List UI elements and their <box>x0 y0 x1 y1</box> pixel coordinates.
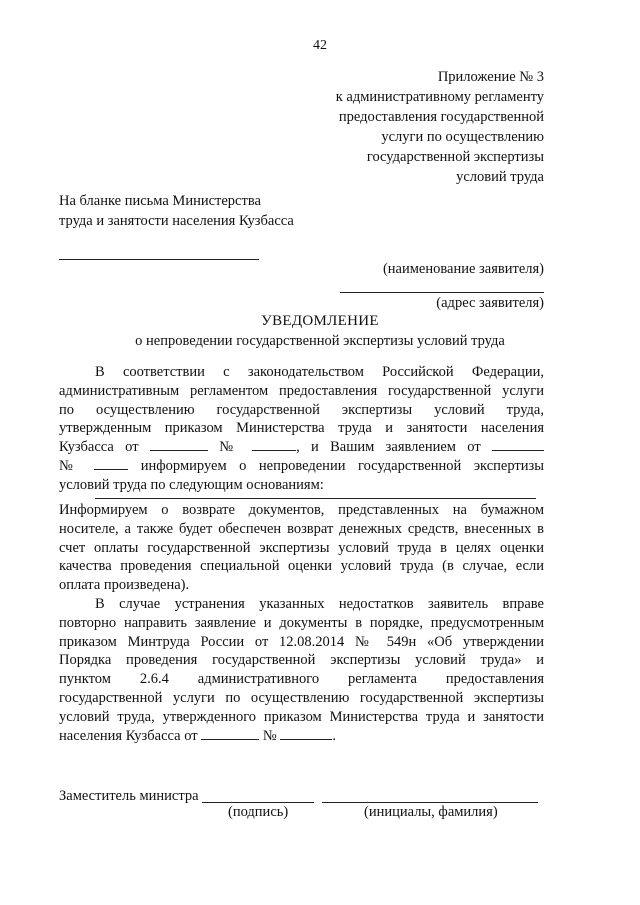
signature-line <box>202 802 314 803</box>
regulation-number-blank <box>280 727 332 740</box>
paragraph-3 <box>59 595 544 745</box>
appendix-line: услуги по осуществлению <box>381 129 544 145</box>
text-line: утвержденным приказом Министерства труда и занятости населения <box>59 420 544 437</box>
text-line: Кузбасса от № , и Вашим заявлением от <box>59 438 544 457</box>
text-line: по осуществлению государственной экспертизы условий труда, <box>59 401 544 418</box>
text-line: В соответствии с законодательством Российской Федерации, <box>95 364 544 380</box>
letterhead-note <box>59 191 294 231</box>
applicant-address-line <box>340 292 544 293</box>
paragraph-1 <box>59 363 544 495</box>
text-line: Информируем о возврате документов, представленных на бумажном <box>59 502 544 518</box>
text-line: В случае устранения указанных недостатков заявитель вправе <box>95 596 544 612</box>
document-subtitle: о непроведении государственной экспертизы условий труда <box>135 333 505 349</box>
date-blank <box>150 438 208 451</box>
text-line: оплата произведена). <box>59 577 190 594</box>
applicant-address-label: (адрес заявителя) <box>436 295 544 311</box>
text-line: административным регламентом предоставления государственной услуги <box>59 382 544 399</box>
appendix-line: Приложение № 3 <box>437 69 544 85</box>
registration-line <box>59 259 259 260</box>
text-line: носителе, а также будет обеспечен возврат денежных средств, внесенных в <box>59 520 544 537</box>
grounds-line <box>95 498 536 499</box>
text-line: счет оплаты государственной экспертизы условий труда в целях оценки <box>59 539 544 556</box>
text-line: условий труда по следующим основаниям: <box>59 476 324 493</box>
letterhead-line: труда и занятости населения Кузбасса <box>59 213 294 229</box>
name-line <box>322 802 538 803</box>
text-line: качества проведения специальной оценки условий труда (в случае, если <box>59 558 544 575</box>
appendix-line: условий труда <box>456 169 544 185</box>
text-line: пунктом 2.6.4 административного регламента предоставления <box>59 671 544 688</box>
text-line: государственной услуги по осуществлению государственной экспертизы <box>59 689 544 706</box>
text-line: населения Кузбасса от № . <box>59 727 336 744</box>
text-line: № информируем о непроведении государственной экспертизы <box>59 457 544 474</box>
signature-label: (подпись) <box>228 804 289 820</box>
name-label: (инициалы, фамилия) <box>364 804 498 820</box>
letterhead-line: На бланке письма Министерства <box>59 193 261 209</box>
text-line: Порядка проведения государственной экспертизы условий труда» и <box>59 652 544 669</box>
application-date-blank <box>492 438 544 451</box>
text-line: приказом Минтруда России от 12.08.2014 № 549н «Об утверждении <box>59 633 544 650</box>
regulation-date-blank <box>201 727 259 740</box>
appendix-block <box>336 67 544 187</box>
appendix-line: государственной экспертизы <box>366 149 544 165</box>
text-line: повторно направить заявление и документы в порядке, предусмотренным <box>59 614 544 631</box>
applicant-name-label: (наименование заявителя) <box>382 261 544 277</box>
application-number-blank <box>94 457 128 470</box>
appendix-line: к административному регламенту <box>335 89 544 105</box>
signatory-position: Заместитель министра <box>59 788 199 804</box>
appendix-line: предоставления государственной <box>338 109 544 125</box>
paragraph-2 <box>59 501 544 595</box>
document-title: УВЕДОМЛЕНИЕ <box>261 313 379 329</box>
number-blank <box>252 438 296 451</box>
text-line: условий труда, утвержденного приказом Министерства труда и занятости <box>59 708 544 725</box>
page-number: 42 <box>313 38 327 53</box>
